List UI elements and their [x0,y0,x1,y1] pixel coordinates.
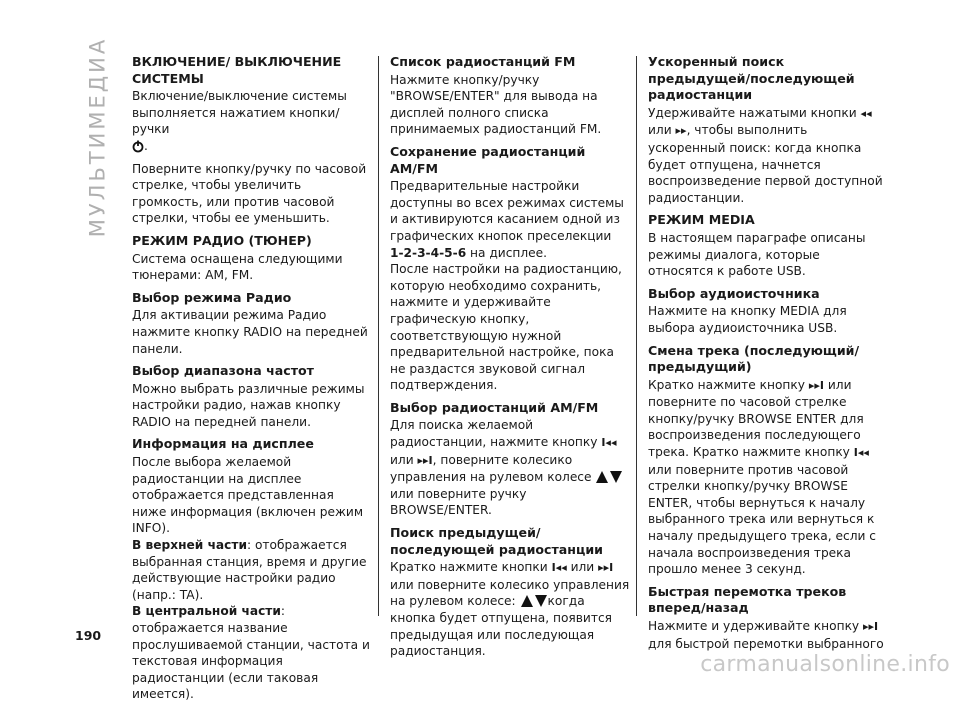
para-top-section: В верхней части: отображается выбранная станция, время и другие действующие настройки радио (напр.: TA). [132,538,367,602]
heading-fast-seek: Ускоренный поиск предыдущей/последующей радиостанции [648,54,855,103]
wheel-arrows-icon [520,594,548,608]
heading-radio-mode: РЕЖИМ РАДИО (ТЮНЕР) [132,232,312,248]
para-save-stations-2: После настройки на радиостанцию, которую необходимо сохранить, нажмите и удерживайте графическую кнопку, соответствующую нужной предварительной настройке, пока не раздастся звуковой сигнал подтверждения. [390,262,622,393]
column-2 [390,54,630,666]
fast-forward-icon: ▸▸ [675,124,687,138]
watermark: carmanualsonline.info [700,652,950,677]
para-seek: Кратко нажмите кнопки I◂◂ или ▸▸I или поверните колесико управления на рулевом колесе: когда кнопка будет отпущена, появится предыдущая или последующая радиостанция. [390,560,630,659]
column-1 [132,54,370,709]
section-side-title: МУЛЬТИМЕДИА [85,36,109,237]
heading-on-off: ВКЛЮЧЕНИЕ/ ВЫКЛЮЧЕНИЕ СИСТЕМЫ [132,54,342,86]
next-track-icon: ▸▸I [808,378,824,392]
para-fm-list: Нажмите кнопку/ручку "BROWSE/ENTER" для вывода на дисплей полного списка принимаемых радиостанций FM. [390,72,602,137]
power-knob-icon [132,140,144,153]
para-audio-source: Нажмите на кнопку MEDIA для выбора аудиоисточника USB. [648,304,847,335]
para-fast-seek: Удерживайте нажатыми кнопки ◂◂ или ▸▸, чтобы выполнить ускоренный поиск: когда кнопка будет отпущена, начнется воспроизведение первой доступной радиостанции. [648,105,883,205]
page-number: 190 [75,628,102,643]
para-save-stations: Предварительные настройки доступны во всех режимах системы и активируются касанием одной из графических кнопок преселекции 1-2-3-4-5-6 на дисплее. [390,179,624,260]
heading-band: Выбор диапазона частот [132,363,314,379]
next-icon: ▸▸I [417,453,433,467]
para-volume: Поверните кнопку/ручку по часовой стрелке, чтобы увеличить громкость, или против часовой стрелки, чтобы ее уменьшить. [132,161,367,226]
heading-save-stations: Сохранение радиостанций AM/FM [390,143,586,176]
heading-fm-list: Список радиостанций FM [390,54,576,69]
heading-media-mode: РЕЖИМ MEDIA [648,212,755,228]
wheel-arrows-icon [595,470,623,484]
heading-fast-forward: Быстрая перемотка треков вперед/назад [648,583,847,616]
heading-track-change: Смена трека (последующий/предыдущий) [648,342,860,375]
para-select-radio: Для активации режима Радио нажмите кнопку RADIO на передней панели. [132,308,368,356]
heading-select-radio: Выбор режима Радио [132,289,292,305]
para-display-info: После выбора желаемой радиостанции на дисплее отображается представленная ниже информация (включен режим INFO). [132,455,364,536]
prev-icon: I◂◂ [551,561,567,575]
para-media-mode: В настоящем параграфе описаны режимы диалога, которые относятся к работе USB. [648,230,866,279]
next-icon: ▸▸I [598,561,614,575]
column-3 [648,54,888,658]
rewind-icon: ◂◂ [860,106,872,120]
para-on-off: Включение/выключение системы выполняется нажатием кнопки/ручки . [132,89,347,153]
para-radio-mode: Система оснащена следующими тюнерами: AM, FM. [132,251,343,283]
heading-audio-source: Выбор аудиоисточника [648,285,820,301]
heading-display-info: Информация на дисплее [132,436,314,452]
next-track-icon: ▸▸I [863,620,879,633]
column-divider [636,56,637,616]
para-fast-forward: Нажмите и удерживайте кнопку ▸▸I для быстрой перемотки выбранного [648,619,884,651]
para-center-section: В центральной части: отображается название прослушиваемой станции, частота и текстовая информация радиостанции (если таковая имеется). [132,604,370,702]
para-track-change: Кратко нажмите кнопку ▸▸I или поверните по часовой стрелке кнопку/ручку BROWSE ENTER для воспроизведения последующего трека. Кратко нажмите кнопку I◂◂ или поверните против часовой стрелки кнопку/ручку BROWSE ENTER, чтобы вернуться к началу выбранного трека или вернуться к началу предыдущего трека, если с начала воспроизведения трека прошло менее 3 секунд. [648,377,876,577]
prev-icon: I◂◂ [601,436,617,450]
prev-track-icon: I◂◂ [853,446,869,460]
heading-seek: Поиск предыдущей/последующей радиостанции [390,525,603,557]
para-band: Можно выбрать различные режимы настройки радио, нажав кнопку RADIO на передней панели. [132,381,365,429]
para-select-station: Для поиска желаемой радиостанции, нажмите кнопку I◂◂ или ▸▸I, поверните колесико управления на рулевом колесе или поверните ручку BROWSE/ENTER. [390,417,630,519]
heading-select-station: Выбор радиостанций AM/FM [390,399,599,415]
column-divider [378,56,379,616]
